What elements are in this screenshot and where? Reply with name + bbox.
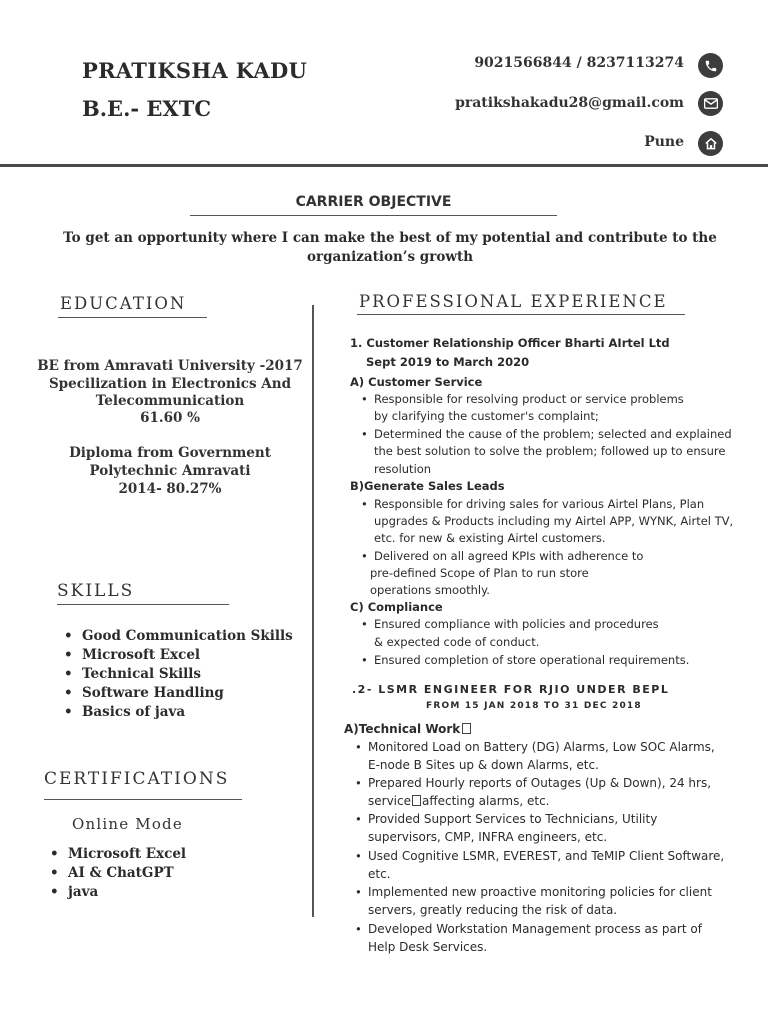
checkbox-glyph-icon — [462, 723, 471, 734]
objective-line: To get an opportunity where I can make the best of my potential and contribute to the — [63, 230, 717, 246]
education-line: Polytechnic Amravati — [89, 463, 251, 479]
bullet-icon: • — [355, 849, 362, 863]
skills-list — [62, 627, 293, 722]
job2-line: Implemented new proactive monitoring policies for client — [368, 885, 712, 899]
job2-line: etc. — [368, 867, 391, 881]
job2-line-part: service — [368, 794, 411, 808]
job1-c-line: Ensured completion of store operational requirements. — [374, 653, 690, 667]
home-icon — [698, 131, 723, 156]
job2-line-part: affecting alarms, etc. — [421, 794, 550, 808]
candidate-degree: B.E.- EXTC — [82, 96, 212, 121]
job1-c-line: & expected code of conduct. — [374, 635, 540, 649]
experience-title: PROFESSIONAL EXPERIENCE — [359, 292, 668, 311]
education-line: Telecommunication — [95, 393, 245, 409]
job1-section-a: A) Customer Service — [350, 375, 483, 389]
job1-b-line: Delivered on all agreed KPIs with adherence to — [374, 549, 644, 563]
bullet-icon: • — [355, 812, 362, 826]
checkbox-glyph-icon — [412, 795, 421, 806]
job2-line: Help Desk Services. — [368, 940, 488, 954]
education-line: Specilization in Electronics And — [48, 376, 292, 392]
job1-title: 1. Customer Relationship Officer Bharti AIrtel Ltd — [350, 336, 670, 350]
experience-underline — [357, 314, 685, 315]
job1-a-line: the best solution to solve the problem; followed up to ensure — [374, 444, 726, 458]
job1-a-line: Responsible for resolving product or service problems — [374, 392, 684, 406]
job1-dates: Sept 2019 to March 2020 — [366, 355, 530, 369]
bullet-icon: • — [361, 653, 368, 667]
bullet-icon: • — [361, 617, 368, 631]
education-line: Diploma from Government — [69, 445, 271, 461]
objective-underline — [190, 215, 557, 216]
certification-item: • AI & ChatGPT — [48, 864, 186, 883]
certification-item: • java — [48, 883, 186, 902]
job2-line: Developed Workstation Management process as part of — [368, 922, 702, 936]
objective-line: organization’s growth — [306, 249, 474, 265]
job2-line: Monitored Load on Battery (DG) Alarms, Low SOC Alarms, — [368, 740, 715, 754]
email-address: pratikshakadu28@gmail.com — [455, 95, 684, 111]
phone-number: 9021566844 / 8237113274 — [474, 55, 684, 71]
job1-b-line: etc. for new & existing Airtel customers. — [374, 531, 606, 545]
job2-title: .2- LSMR ENGINEER FOR RJIO UNDER BEPL — [352, 683, 670, 696]
phone-icon — [698, 53, 723, 78]
job1-a-line: by clarifying the customer's complaint; — [374, 409, 599, 423]
header-divider — [0, 164, 768, 167]
bullet-icon: • — [355, 740, 362, 754]
skill-item: • Software Handling — [62, 684, 293, 703]
certifications-title: CERTIFICATIONS — [44, 769, 230, 789]
bullet-icon: • — [361, 549, 368, 563]
job2-section-a — [344, 722, 471, 736]
education-line: 2014- 80.27% — [118, 481, 222, 497]
column-divider — [312, 305, 314, 917]
skills-underline — [57, 604, 229, 605]
objective-text — [60, 229, 720, 267]
job2-line: Prepared Hourly reports of Outages (Up & Down), 24 hrs, — [368, 776, 712, 790]
job2-line: Provided Support Services to Technicians, Utility — [368, 812, 658, 826]
skill-item: • Basics of java — [62, 703, 293, 722]
bullet-icon: • — [361, 497, 368, 511]
city-location: Pune — [644, 134, 684, 150]
certifications-underline — [44, 799, 242, 800]
job2-section-a-label: A)Technical Work — [344, 722, 461, 736]
bullet-icon: • — [355, 885, 362, 899]
job2-line: Used Cognitive LSMR, EVEREST, and TeMIP Client Software, — [368, 849, 725, 863]
job2-line — [368, 794, 550, 808]
bullet-icon: • — [355, 922, 362, 936]
skills-title: SKILLS — [57, 581, 135, 601]
job1-b-line: pre-defined Scope of Plan to run store — [370, 566, 589, 580]
skill-item: • Microsoft Excel — [62, 646, 293, 665]
skill-item: • Technical Skills — [62, 665, 293, 684]
job1-section-c: C) Compliance — [350, 600, 443, 614]
education-line: BE from Amravati University -2017 — [37, 358, 303, 374]
objective-title: CARRIER OBJECTIVE — [295, 194, 452, 210]
job2-dates: FROM 15 JAN 2018 TO 31 DEC 2018 — [426, 701, 642, 711]
education-underline — [58, 317, 207, 318]
education-line: 61.60 % — [140, 410, 200, 426]
bullet-icon: • — [361, 427, 368, 441]
certifications-list — [48, 845, 186, 902]
job1-b-line: operations smoothly. — [370, 583, 490, 597]
bullet-icon: • — [361, 392, 368, 406]
job2-line: supervisors, CMP, INFRA engineers, etc. — [368, 830, 608, 844]
candidate-name: PRATIKSHA KADU — [82, 58, 308, 83]
job2-line: E-node B Sites up & down Alarms, etc. — [368, 758, 599, 772]
job1-a-line: Determined the cause of the problem; selected and explained — [374, 427, 732, 441]
job1-a-line: resolution — [374, 462, 432, 476]
education-title: EDUCATION — [60, 294, 187, 313]
mail-icon — [698, 91, 723, 116]
job2-line: servers, greatly reducing the risk of data. — [368, 903, 618, 917]
bullet-icon: • — [355, 776, 362, 790]
job1-b-line: upgrades & Products including my Airtel APP, WYNK, Airtel TV, — [374, 514, 734, 528]
job1-b-line: Responsible for driving sales for various Airtel Plans, Plan — [374, 497, 705, 511]
certification-item: • Microsoft Excel — [48, 845, 186, 864]
skill-item: • Good Communication Skills — [62, 627, 293, 646]
job1-c-line: Ensured compliance with policies and procedures — [374, 617, 659, 631]
job1-section-b: B)Generate Sales Leads — [350, 479, 505, 493]
certifications-mode: Online Mode — [72, 815, 183, 833]
